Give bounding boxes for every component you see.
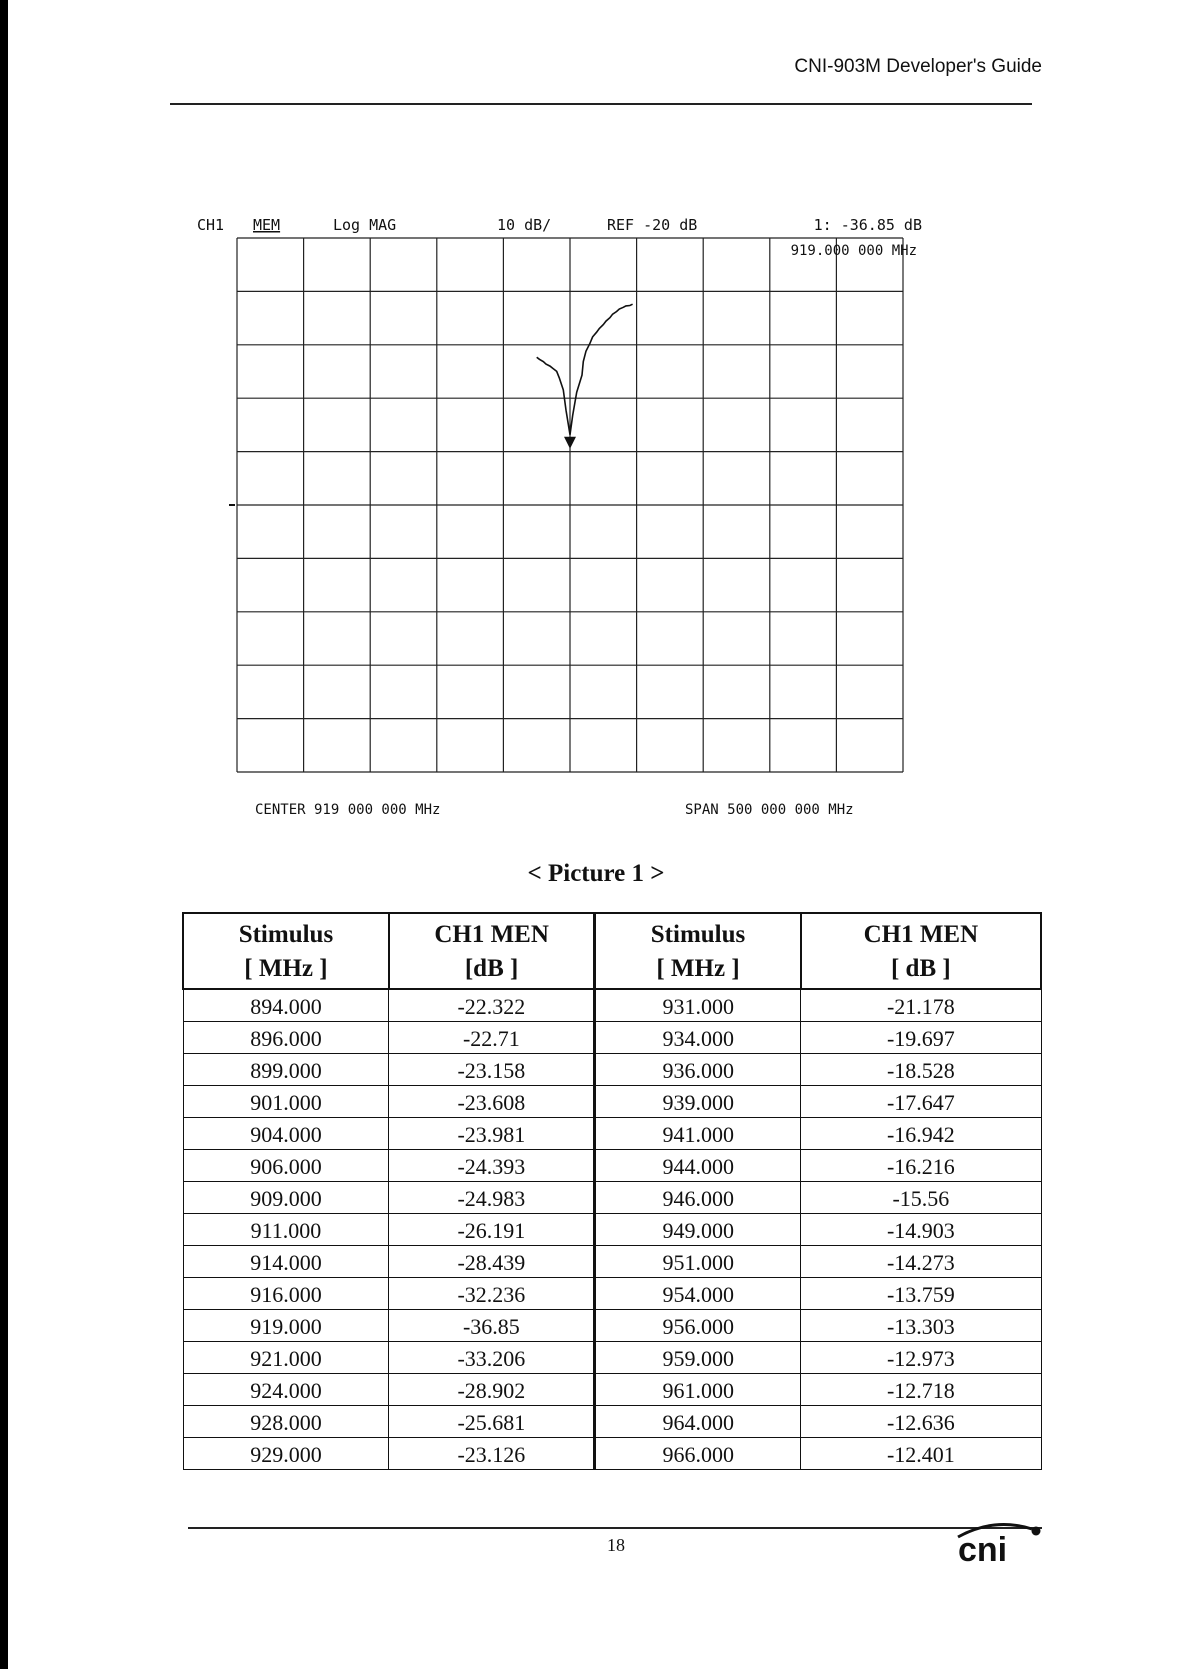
cell-ch1-men: -26.191 (389, 1214, 595, 1246)
figure-caption: < Picture 1 > (527, 860, 665, 887)
header-unit: [dB ] (464, 955, 519, 982)
cell-ch1-men: -24.983 (389, 1182, 595, 1214)
measurement-table (182, 912, 1042, 1470)
cell-stimulus: 941.000 (595, 1118, 801, 1150)
cell-ch1-men: -15.56 (801, 1182, 1041, 1214)
table-row (183, 1182, 1041, 1214)
cell-ch1-men: -12.401 (801, 1438, 1041, 1470)
cell-ch1-men: -12.718 (801, 1374, 1041, 1406)
cell-stimulus: 921.000 (183, 1342, 389, 1374)
table-row (183, 1374, 1041, 1406)
table-row (183, 1150, 1041, 1182)
header-unit: [ MHz ] (656, 955, 740, 982)
cell-ch1-men: -16.216 (801, 1150, 1041, 1182)
header-line: Stimulus (650, 921, 746, 948)
cell-ch1-men: -17.647 (801, 1086, 1041, 1118)
mode-label: MEM (253, 216, 281, 234)
cni-logo (952, 1515, 1042, 1565)
cell-ch1-men: -33.206 (389, 1342, 595, 1374)
footer-rule (188, 1527, 1042, 1529)
header-ch1-men-2 (801, 913, 1041, 989)
table-header-row (183, 913, 1041, 989)
header-stimulus-2 (595, 913, 801, 989)
cell-stimulus: 949.000 (595, 1214, 801, 1246)
logo-text: cni (958, 1531, 1008, 1565)
cell-stimulus: 939.000 (595, 1086, 801, 1118)
table-row (183, 1022, 1041, 1054)
header-rule (170, 103, 1032, 105)
cell-stimulus: 961.000 (595, 1374, 801, 1406)
cell-stimulus: 959.000 (595, 1342, 801, 1374)
cell-ch1-men: -22.322 (389, 989, 595, 1022)
cell-stimulus: 911.000 (183, 1214, 389, 1246)
cell-stimulus: 924.000 (183, 1374, 389, 1406)
cell-stimulus: 906.000 (183, 1150, 389, 1182)
scale-label: 10 dB/ (497, 216, 552, 234)
cell-stimulus: 934.000 (595, 1022, 801, 1054)
cell-stimulus: 909.000 (183, 1182, 389, 1214)
channel-label: CH1 (197, 216, 225, 234)
cell-stimulus: 944.000 (595, 1150, 801, 1182)
cell-stimulus: 894.000 (183, 989, 389, 1022)
cell-stimulus: 928.000 (183, 1406, 389, 1438)
document-header-title: CNI-903M Developer's Guide (794, 56, 1042, 77)
header-line: CH1 MEN (863, 921, 979, 948)
table-row (183, 1278, 1041, 1310)
cell-ch1-men: -12.636 (801, 1406, 1041, 1438)
cell-stimulus: 914.000 (183, 1246, 389, 1278)
cell-ch1-men: -32.236 (389, 1278, 595, 1310)
cell-stimulus: 951.000 (595, 1246, 801, 1278)
cell-stimulus: 929.000 (183, 1438, 389, 1470)
cell-ch1-men: -19.697 (801, 1022, 1041, 1054)
table-row (183, 1118, 1041, 1150)
chart-series (537, 304, 633, 449)
cell-stimulus: 899.000 (183, 1054, 389, 1086)
cell-ch1-men: -21.178 (801, 989, 1041, 1022)
cell-stimulus: 936.000 (595, 1054, 801, 1086)
cell-ch1-men: -23.981 (389, 1118, 595, 1150)
cell-stimulus: 966.000 (595, 1438, 801, 1470)
cell-ch1-men: -14.903 (801, 1214, 1041, 1246)
cell-ch1-men: -23.158 (389, 1054, 595, 1086)
header-stimulus-1 (183, 913, 389, 989)
chart-grid (229, 238, 903, 772)
marker-value-label: 1: -36.85 dB (813, 216, 922, 234)
page-number: 18 (607, 1535, 625, 1555)
table-row (183, 1310, 1041, 1342)
table-row (183, 1342, 1041, 1374)
header-unit: [ dB ] (890, 955, 951, 982)
cell-stimulus: 956.000 (595, 1310, 801, 1342)
table-row (183, 989, 1041, 1022)
cell-stimulus: 919.000 (183, 1310, 389, 1342)
cell-ch1-men: -13.303 (801, 1310, 1041, 1342)
cell-ch1-men: -12.973 (801, 1342, 1041, 1374)
cell-ch1-men: -16.942 (801, 1118, 1041, 1150)
marker-triangle (564, 437, 576, 449)
format-label: Log MAG (333, 216, 397, 234)
cell-ch1-men: -13.759 (801, 1278, 1041, 1310)
cell-stimulus: 904.000 (183, 1118, 389, 1150)
table-row (183, 1086, 1041, 1118)
header-unit: [ MHz ] (244, 955, 328, 982)
header-line: Stimulus (238, 921, 334, 948)
cell-ch1-men: -24.393 (389, 1150, 595, 1182)
chart-svg (195, 210, 975, 820)
center-freq-label: CENTER 919 000 000 MHz (255, 802, 441, 818)
cell-stimulus: 916.000 (183, 1278, 389, 1310)
table-body (183, 989, 1041, 1470)
cell-ch1-men: -36.85 (389, 1310, 595, 1342)
cell-ch1-men: -23.126 (389, 1438, 595, 1470)
span-label: SPAN 500 000 000 MHz (685, 802, 854, 818)
cell-ch1-men: -22.71 (389, 1022, 595, 1054)
cell-stimulus: 901.000 (183, 1086, 389, 1118)
table-row (183, 1054, 1041, 1086)
marker-freq-label: 919.000 000 MHz (790, 243, 917, 259)
cell-stimulus: 931.000 (595, 989, 801, 1022)
header-line: CH1 MEN (434, 921, 549, 948)
trace-line (537, 304, 633, 435)
header-ch1-men-1 (389, 913, 595, 989)
table-row (183, 1438, 1041, 1470)
cell-stimulus: 896.000 (183, 1022, 389, 1054)
table-row (183, 1406, 1041, 1438)
cell-ch1-men: -14.273 (801, 1246, 1041, 1278)
cell-ch1-men: -18.528 (801, 1054, 1041, 1086)
cell-stimulus: 946.000 (595, 1182, 801, 1214)
table-row (183, 1246, 1041, 1278)
table-row (183, 1214, 1041, 1246)
cell-ch1-men: -28.439 (389, 1246, 595, 1278)
cell-ch1-men: -25.681 (389, 1406, 595, 1438)
page-left-edge (0, 0, 8, 1669)
cell-stimulus: 964.000 (595, 1406, 801, 1438)
cell-ch1-men: -23.608 (389, 1086, 595, 1118)
network-analyzer-chart (195, 210, 975, 820)
cell-ch1-men: -28.902 (389, 1374, 595, 1406)
cell-stimulus: 954.000 (595, 1278, 801, 1310)
ref-label: REF -20 dB (607, 216, 698, 234)
